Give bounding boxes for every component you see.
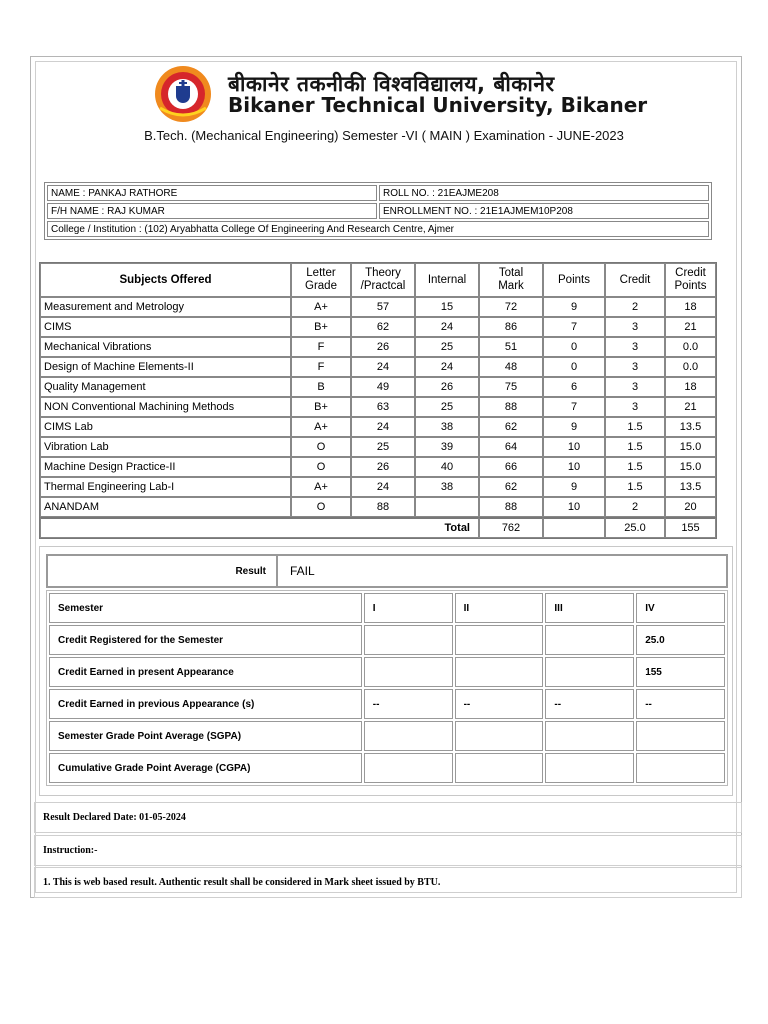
cell-credit: 3: [605, 337, 665, 357]
cell-total: 51: [479, 337, 543, 357]
cell-internal: 38: [415, 417, 479, 437]
total-row: [40, 517, 716, 538]
semester-cell: [455, 625, 544, 655]
cell-theory: 24: [351, 357, 415, 377]
cell-total: 48: [479, 357, 543, 377]
semester-row: [49, 657, 725, 687]
semester-row-label: Credit Earned in present Appearance: [49, 657, 362, 687]
table-row: [40, 437, 716, 457]
header-points: Points: [543, 263, 605, 297]
semester-row-label: Semester: [49, 593, 362, 623]
cell-theory: 24: [351, 477, 415, 497]
cell-subject: Measurement and Metrology: [40, 297, 291, 317]
enrollment-number: ENROLLMENT NO. : 21E1AJMEM10P208: [379, 203, 709, 219]
cell-credit: 1.5: [605, 437, 665, 457]
semester-cell: [455, 753, 544, 783]
cell-internal: 24: [415, 357, 479, 377]
student-name: NAME : PANKAJ RATHORE: [47, 185, 377, 201]
instruction-heading: Instruction:-: [34, 835, 742, 866]
cell-total: 62: [479, 477, 543, 497]
cell-total: 75: [479, 377, 543, 397]
cell-theory: 88: [351, 497, 415, 517]
semester-row-label: Credit Registered for the Semester: [49, 625, 362, 655]
cell-credit: 2: [605, 497, 665, 517]
exam-title: B.Tech. (Mechanical Engineering) Semester -VI ( MAIN ) Examination - JUNE-2023: [144, 128, 624, 143]
cell-subject: Quality Management: [40, 377, 291, 397]
cell-credit-points: 18: [665, 377, 716, 397]
result-value: FAIL: [277, 555, 727, 587]
cell-credit-points: 13.5: [665, 417, 716, 437]
total-mark: 762: [479, 517, 543, 538]
cell-points: 7: [543, 317, 605, 337]
cell-theory: 25: [351, 437, 415, 457]
cell-subject: Mechanical Vibrations: [40, 337, 291, 357]
cell-grade: B: [291, 377, 351, 397]
cell-credit-points: 15.0: [665, 437, 716, 457]
semester-row: [49, 625, 725, 655]
semester-row: [49, 721, 725, 751]
instruction-note: 1. This is web based result. Authentic result shall be considered in Mark sheet issued by BTU.: [34, 867, 742, 898]
cell-theory: 57: [351, 297, 415, 317]
cell-internal: 25: [415, 337, 479, 357]
cell-credit: 3: [605, 397, 665, 417]
cell-points: 9: [543, 297, 605, 317]
cell-subject: Thermal Engineering Lab-I: [40, 477, 291, 497]
cell-credit-points: 20: [665, 497, 716, 517]
cell-theory: 26: [351, 457, 415, 477]
semester-cell: [545, 721, 634, 751]
result-table: [46, 554, 728, 588]
semester-cell: I: [364, 593, 453, 623]
cell-points: 6: [543, 377, 605, 397]
cell-internal: 24: [415, 317, 479, 337]
cell-theory: 62: [351, 317, 415, 337]
cell-grade: F: [291, 357, 351, 377]
university-name-english: Bikaner Technical University, Bikaner: [228, 93, 648, 117]
cell-subject: Design of Machine Elements-II: [40, 357, 291, 377]
cell-subject: CIMS: [40, 317, 291, 337]
cell-theory: 49: [351, 377, 415, 397]
semester-cell: [364, 657, 453, 687]
cell-grade: A+: [291, 477, 351, 497]
cell-internal: 39: [415, 437, 479, 457]
semester-row: [49, 593, 725, 623]
cell-credit-points: 0.0: [665, 357, 716, 377]
cell-total: 66: [479, 457, 543, 477]
cell-total: 86: [479, 317, 543, 337]
semester-cell: --: [364, 689, 453, 719]
cell-internal: 38: [415, 477, 479, 497]
result-declared-date: Result Declared Date: 01-05-2024: [34, 802, 742, 833]
roll-number: ROLL NO. : 21EAJME208: [379, 185, 709, 201]
cell-grade: O: [291, 457, 351, 477]
table-row: [40, 397, 716, 417]
cell-credit: 3: [605, 357, 665, 377]
cell-grade: O: [291, 497, 351, 517]
cell-points: 9: [543, 417, 605, 437]
semester-row: [49, 689, 725, 719]
semester-row-label: Semester Grade Point Average (SGPA): [49, 721, 362, 751]
header-credit-points: Credit Points: [665, 263, 716, 297]
semester-cell: [364, 753, 453, 783]
cell-grade: B+: [291, 397, 351, 417]
cell-credit: 3: [605, 377, 665, 397]
semester-cell: --: [636, 689, 725, 719]
table-row: [40, 457, 716, 477]
semester-cell: [545, 625, 634, 655]
cell-points: 10: [543, 497, 605, 517]
semester-cell: [455, 657, 544, 687]
cell-internal: 25: [415, 397, 479, 417]
semester-cell: --: [455, 689, 544, 719]
cell-credit-points: 18: [665, 297, 716, 317]
cell-theory: 63: [351, 397, 415, 417]
cell-points: 0: [543, 337, 605, 357]
semester-cell: III: [545, 593, 634, 623]
header-theory: Theory /Practcal: [351, 263, 415, 297]
table-row: [40, 337, 716, 357]
cell-internal: [415, 497, 479, 517]
table-row: [40, 497, 716, 517]
total-credit-points: 155: [665, 517, 716, 538]
semester-row-label: Credit Earned in previous Appearance (s): [49, 689, 362, 719]
cell-credit-points: 13.5: [665, 477, 716, 497]
cell-credit-points: 21: [665, 397, 716, 417]
cell-subject: NON Conventional Machining Methods: [40, 397, 291, 417]
cell-points: 10: [543, 457, 605, 477]
semester-cell: [545, 753, 634, 783]
student-info-table: [44, 182, 712, 240]
semester-cell: [636, 721, 725, 751]
cell-grade: B+: [291, 317, 351, 337]
cell-points: 10: [543, 437, 605, 457]
cell-points: 7: [543, 397, 605, 417]
cell-internal: 40: [415, 457, 479, 477]
semester-cell: 25.0: [636, 625, 725, 655]
cell-credit: 1.5: [605, 477, 665, 497]
father-name: F/H NAME : RAJ KUMAR: [47, 203, 377, 219]
university-name-hindi: बीकानेर तकनीकी विश्वविद्यालय, बीकानेर: [228, 72, 555, 96]
table-row: [40, 317, 716, 337]
cell-total: 88: [479, 497, 543, 517]
table-row: [40, 477, 716, 497]
university-logo: [152, 64, 214, 124]
header-subject: Subjects Offered: [40, 263, 291, 297]
table-row: [40, 297, 716, 317]
header-internal: Internal: [415, 263, 479, 297]
result-label: Result: [47, 555, 277, 587]
semester-cell: [364, 721, 453, 751]
total-label: Total: [415, 517, 479, 538]
semester-cell: [364, 625, 453, 655]
cell-internal: 26: [415, 377, 479, 397]
cell-credit-points: 0.0: [665, 337, 716, 357]
college-name: College / Institution : (102) Aryabhatta College Of Engineering And Research Centre, Ajmer: [47, 221, 709, 237]
cell-subject: Vibration Lab: [40, 437, 291, 457]
cell-grade: A+: [291, 417, 351, 437]
cell-points: 0: [543, 357, 605, 377]
cell-credit-points: 21: [665, 317, 716, 337]
cell-credit-points: 15.0: [665, 457, 716, 477]
semester-cell: IV: [636, 593, 725, 623]
semester-cell: [636, 753, 725, 783]
cell-credit: 3: [605, 317, 665, 337]
header-total: Total Mark: [479, 263, 543, 297]
header-credit: Credit: [605, 263, 665, 297]
semester-cell: 155: [636, 657, 725, 687]
cell-grade: F: [291, 337, 351, 357]
cell-grade: A+: [291, 297, 351, 317]
cell-credit: 2: [605, 297, 665, 317]
cell-total: 72: [479, 297, 543, 317]
semester-cell: [455, 721, 544, 751]
cell-total: 88: [479, 397, 543, 417]
cell-theory: 26: [351, 337, 415, 357]
cell-points: 9: [543, 477, 605, 497]
semester-cell: --: [545, 689, 634, 719]
table-row: [40, 417, 716, 437]
cell-subject: CIMS Lab: [40, 417, 291, 437]
marks-table: [39, 262, 717, 539]
semester-row: [49, 753, 725, 783]
total-credit: 25.0: [605, 517, 665, 538]
cell-grade: O: [291, 437, 351, 457]
cell-subject: ANANDAM: [40, 497, 291, 517]
cell-total: 64: [479, 437, 543, 457]
header-grade: Letter Grade: [291, 263, 351, 297]
cell-subject: Machine Design Practice-II: [40, 457, 291, 477]
semester-row-label: Cumulative Grade Point Average (CGPA): [49, 753, 362, 783]
table-row: [40, 357, 716, 377]
cell-credit: 1.5: [605, 417, 665, 437]
semester-table: [46, 590, 728, 786]
cell-total: 62: [479, 417, 543, 437]
semester-cell: II: [455, 593, 544, 623]
cell-theory: 24: [351, 417, 415, 437]
cell-internal: 15: [415, 297, 479, 317]
cell-credit: 1.5: [605, 457, 665, 477]
semester-cell: [545, 657, 634, 687]
table-row: [40, 377, 716, 397]
